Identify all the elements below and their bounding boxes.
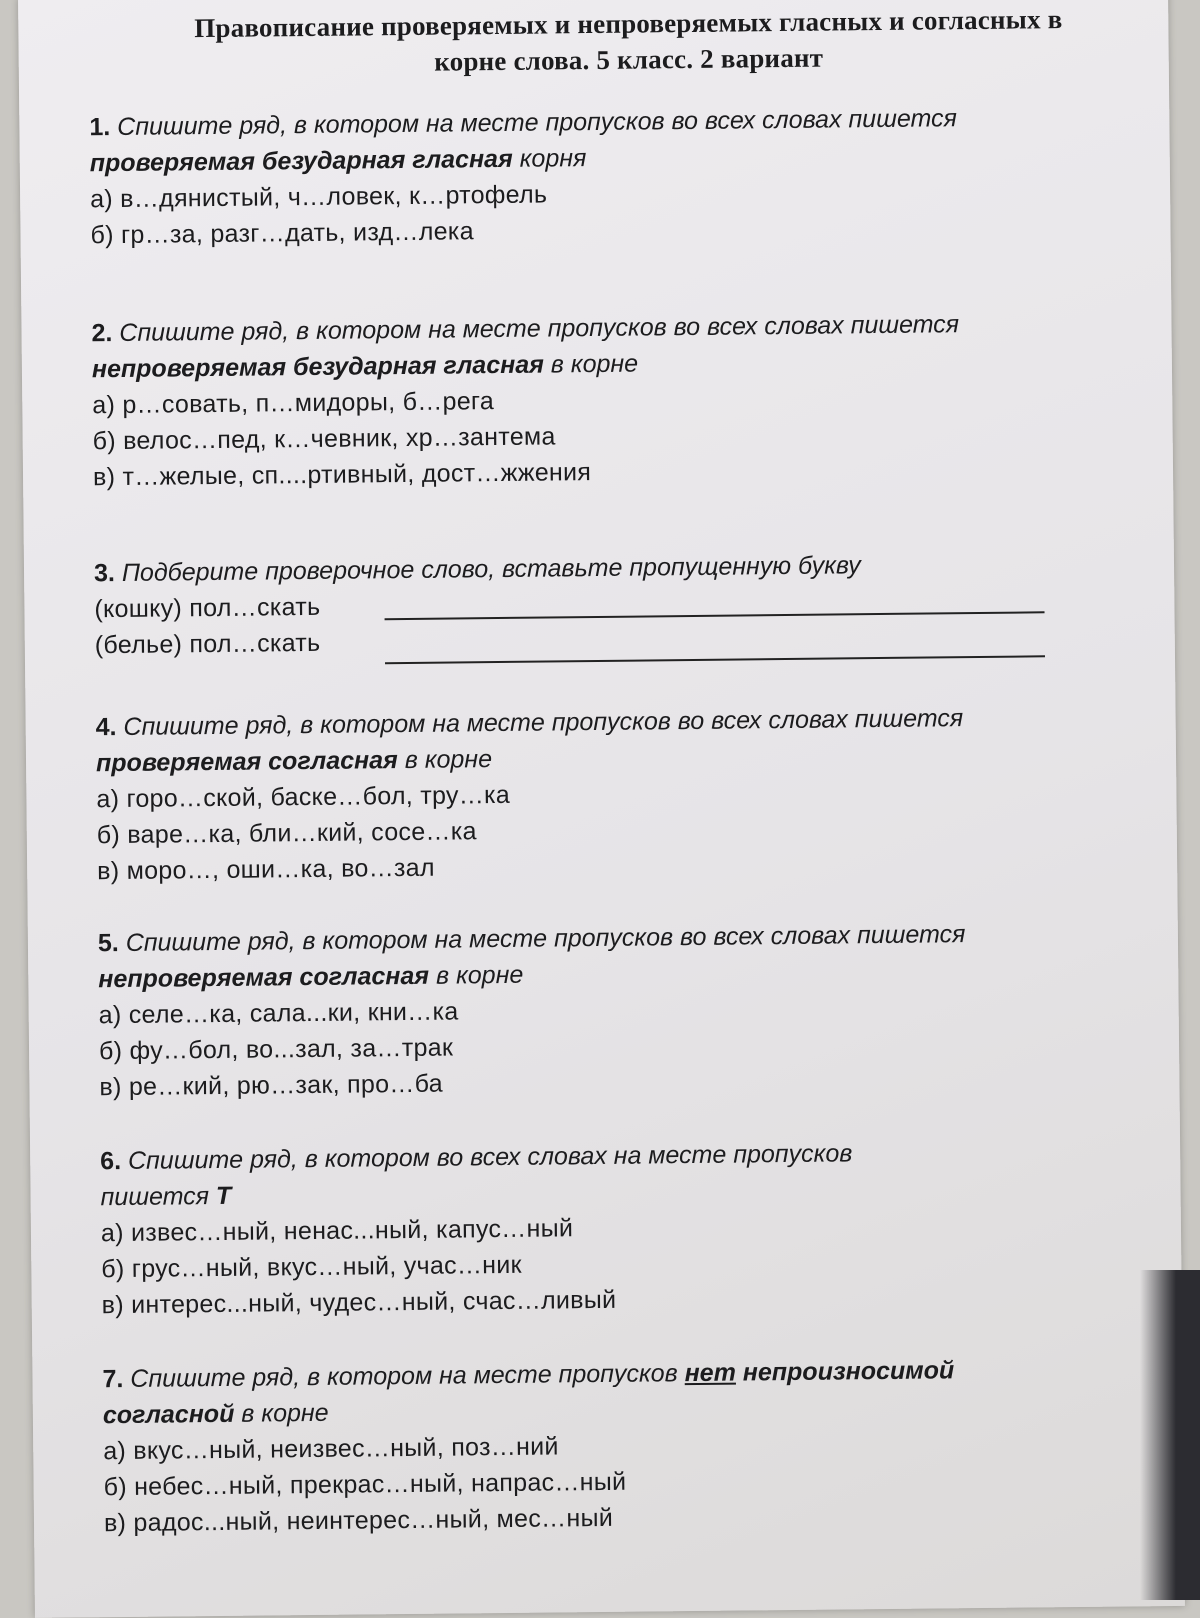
task-1-option-b: б) гр…за, разг…дать, изд…лека — [90, 206, 1150, 253]
task-number: 6. — [100, 1147, 121, 1175]
task-2: 2. Спишите ряд, в котором на месте пропусков во всех словах пишется непроверяемая безударная гласная в корне а) р…совать, п…мидоры, б…рега б) велос…пед, к…чевник, хр…зантема в) т…желые, сп....ртивный, дост…жжения — [91, 304, 1153, 495]
task-5-key-phrase: непроверяемая согласная — [98, 962, 429, 993]
task-2-option-c: в) т…желые, сп....ртивный, дост…жжения — [93, 448, 1153, 495]
background-shadow — [1140, 1270, 1200, 1600]
task-4-option-b: б) варе…ка, бли…кий, сосе…ка — [97, 806, 1157, 853]
task-7-option-a: а) вкус…ный, неизвес…ный, поз…ний — [103, 1422, 1163, 1469]
task-4-key-phrase: проверяемая согласная — [96, 746, 398, 777]
task-7-option-b: б) небес…ный, прекрас…ный, напрас…ный — [103, 1458, 1163, 1505]
worksheet-title — [108, 0, 1149, 83]
task-5: 5. Спишите ряд, в котором на месте пропусков во всех словах пишется непроверяемая согласная в корне а) селе…ка, сала...ки, кни…ка б) фу…бол, во...зал, за…трак в) ре…кий, рю…зак, про…ба — [98, 914, 1160, 1105]
task-2-option-a: а) р…совать, п…мидоры, б…рега — [92, 376, 1152, 423]
task-number: 3. — [94, 559, 115, 587]
title-line-2: корне слова. 5 класс. 2 вариант — [109, 36, 1149, 83]
task-1-question: 1. Спишите ряд, в котором на месте пропусков во всех словах пишется — [89, 98, 1149, 145]
task-4-option-c: в) моро…, оши…ка, во…зал — [97, 842, 1157, 889]
task-2-key-phrase: непроверяемая безударная гласная — [92, 351, 544, 384]
task-number: 2. — [91, 319, 112, 347]
task-6-key-letter: Т — [216, 1182, 232, 1210]
task-5-question: 5. Спишите ряд, в котором на месте пропусков во всех словах пишется — [98, 914, 1158, 961]
answer-line-2[interactable] — [385, 655, 1045, 664]
task-2-option-b: б) велос…пед, к…чевник, хр…зантема — [92, 412, 1152, 459]
task-2-question: 2. Спишите ряд, в котором на месте пропусков во всех словах пишется — [91, 304, 1151, 351]
task-5-option-c: в) ре…кий, рю…зак, про…ба — [99, 1058, 1159, 1105]
task-4: 4. Спишите ряд, в котором на месте пропусков во всех словах пишется проверяемая согласная в корне а) горо…ской, баске…бол, тру…ка б) варе…ка, бли…кий, сосе…ка в) моро…, оши…ка, во…зал — [95, 698, 1157, 889]
task-1-key-phrase: проверяемая безударная гласная — [90, 145, 513, 177]
task-6-option-a: а) извес…ный, ненас...ный, капус…ный — [101, 1204, 1161, 1251]
task-6: 6. Спишите ряд, в котором во всех словах на месте пропусков пишется Т а) извес…ный, ненас...ный, капус…ный б) грус…ный, вкус…ный, учас…ник в) интерес...ный, чудес…ный, счас…ливый — [100, 1132, 1162, 1323]
title-line-1: Правописание проверяемых и непроверяемых гласных и согласных в — [108, 0, 1148, 47]
task-7-option-c: в) радос...ный, неинтерес…ный, мес…ный — [104, 1494, 1164, 1541]
task-5-option-a: а) селе…ка, сала...ки, кни…ка — [98, 986, 1158, 1033]
task-3-item-1: (кошку) пол…скать — [94, 593, 320, 623]
task-1: 1. Спишите ряд, в котором на месте пропусков во всех словах пишется проверяемая безударная гласная корня а) в…дянистый, ч…ловек, к…ртофель б) гр…за, разг…дать, изд…лека — [89, 98, 1150, 253]
task-number: 1. — [89, 113, 110, 141]
task-number: 4. — [96, 713, 117, 741]
task-3-item-2: (белье) пол…скать — [95, 629, 321, 659]
task-5-option-b: б) фу…бол, во...зал, за…трак — [99, 1022, 1159, 1069]
task-3-question: 3. Подберите проверочное слово, вставьте пропущенную букву — [94, 544, 1154, 591]
task-7: 7. Спишите ряд, в котором на месте пропусков нет непроизносимой согласной в корне а) вкус…ный, неизвес…ный, поз…ний б) небес…ный, прекрас…ный, напрас…ный в) радос...ный, неинтерес…ный, мес…ный — [102, 1350, 1164, 1541]
task-number: 7. — [102, 1365, 123, 1393]
task-1-option-a: а) в…дянистый, ч…ловек, к…ртофель — [90, 170, 1150, 217]
task-6-option-b: б) грус…ный, вкус…ный, учас…ник — [101, 1240, 1161, 1287]
task-6-option-c: в) интерес...ный, чудес…ный, счас…ливый — [102, 1276, 1162, 1323]
task-4-question: 4. Спишите ряд, в котором на месте пропусков во всех словах пишется — [95, 698, 1155, 745]
task-7-key-phrase: согласной — [103, 1400, 235, 1429]
task-7-question: 7. Спишите ряд, в котором на месте пропусков нет непроизносимой — [102, 1350, 1162, 1397]
task-number: 5. — [98, 929, 119, 957]
task-7-underlined-word: нет — [684, 1359, 736, 1388]
task-3 — [94, 544, 1155, 663]
worksheet-page — [18, 0, 1185, 1618]
task-6-question: 6. Спишите ряд, в котором во всех словах на месте пропусков — [100, 1132, 1160, 1179]
task-4-option-a: а) горо…ской, баске…бол, тру…ка — [96, 770, 1156, 817]
